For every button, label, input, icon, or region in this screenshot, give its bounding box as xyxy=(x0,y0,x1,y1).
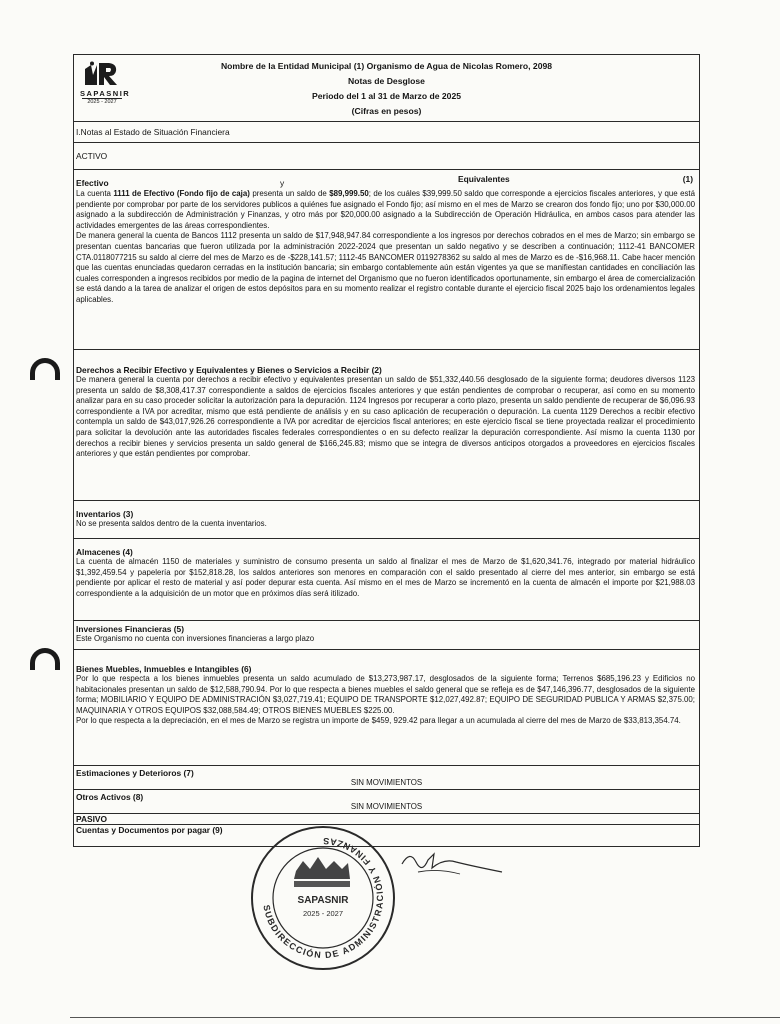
derechos-paragraph: De manera general la cuenta por derechos a recibir efectivo y equivalentes presentan un saldo de $51,332,440.56 desglosado de la siguiente forma; deudores diversos 1123 presenta un saldo de $8,308,417.37 correspondiente a saldos de ejercicios fiscales anteriores y que están pendientes de comprobar o recuperar, así como en su momento analizar para en su caso proceder solicitar la autorización para la depuración. 1124 Ingresos por recuperar a corto plazo, presenta un saldo pendiente de recuperar de $6,096.93 correspondiente a IVA por acreditar, mismo que está pendiente de análisis y en su caso aplicación de recuperación o depuración. La cuenta 1129 Derechos a recibir efectivo contempla un saldo de $43,017,926.26 correspondiente a IVA por acreditar de ejercicios fiscal anteriores; en este ejercicio fiscal se tiene proyectada realizar el procedimiento para solicitar la devolución ante las autoridades fiscales federales correspondientes o en su defecto realizar la depuración correspondiente. Así mismo la cuenta 1130 por derechos a recibir bienes y servicios presenta un saldo general de $166,245.83; mismo que se integra de diversos anticipos otorgados a proveedores en ejercicios fiscales anteriores y que están pendientes por comprobar. xyxy=(76,375,695,459)
logo-name: SAPASNIR xyxy=(80,89,131,98)
punch-hole-upper xyxy=(30,358,60,380)
seal-ring-text: SUBDIRECCIÓN DE ADMINISTRACIÓN Y FINANZAS xyxy=(261,835,386,961)
document-frame xyxy=(73,54,700,847)
section-otros-activos xyxy=(74,790,699,814)
seal-name: SAPASNIR xyxy=(297,895,349,906)
logo-years: 2025 - 2027 xyxy=(87,99,117,105)
section-activo xyxy=(74,143,699,170)
efectivo-p1-text-b: 1111 de Efectivo (Fondo fijo de caja) xyxy=(113,189,250,198)
handwritten-signature xyxy=(398,842,508,882)
seal-years: 2025 - 2027 xyxy=(302,909,344,918)
section-derechos xyxy=(74,350,699,501)
page-bottom-rule xyxy=(70,1017,780,1018)
section-almacenes xyxy=(74,539,699,621)
section-notas xyxy=(74,121,699,143)
efectivo-note-number: (1) xyxy=(682,174,693,184)
section-bienes xyxy=(74,650,699,766)
estimaciones-status: SIN MOVIMIENTOS xyxy=(350,778,423,787)
efectivo-title: Efectivo xyxy=(76,178,109,188)
punch-hole-lower xyxy=(30,648,60,670)
efectivo-paragraph-2: De manera general la cuenta de Bancos 1112 presenta un saldo de $17,948,947.84 correspondiente a los ingresos por derechos cobrados en el mes de Marzo; sin embargo se presentan cuentas bancarias que fueron utilizada por la administración 2022-2024 que presentan un saldo negativo y se describen a continuación; 1112-41 BANCOMER CTA.0118077215 su saldo al cierre del mes de Marzo es de -$228,141.57; 1112-45 BANCOMER 0119278362 su saldo al mes de Marzo es de -$16,968.11. Cabe hacer mención que las cuentas enunciadas quedaron cerradas en la institución bancaria; sin embargo contablemente aún están vigentes ya que se manifiestan cantidades en conciliación las cuales corresponden a ingresos recibidos por medio de la pagina de internet del Organismo que no fueron identificados oportunamente, sin embargo el área de comercialización se está dando a la tarea de analizar el origen de estos depósitos para en su momento realizar el registro contable durante el ejercicio fiscal 2025 bajo los ordenamientos legales aplicables. xyxy=(76,231,695,304)
inventarios-title: Inventarios (3) xyxy=(76,509,134,519)
bienes-title: Bienes Muebles, Inmuebles e Intangibles (6) xyxy=(76,664,252,674)
efectivo-p1-text-e: ; de los cuáles $39,999.50 saldo que corresponde a ejercicios fiscales anteriores, y que está pendiente por comprobar por parte de los servidores publicos a quiénes fue asignado el Fondo fijo; así mismo en el mes de Marzo se crearon dos fondo fijo; uno por $30,000.00 asignado a la subdirección de Administración y Finanzas, y otro más por $20,000.00 asignado a la Subdirección de Operación Hidráulica, en ambos casos para atender las actividades emergentes de las áreas correspondientes. xyxy=(76,189,696,230)
equivalentes-title: Equivalentes xyxy=(458,174,510,184)
document-header xyxy=(74,55,699,122)
bienes-paragraph-1: Por lo que respecta a los bienes inmuebles presenta un saldo acumulado de $13,273,987.17, desglosados de la siguiente forma; Terrenos $685,196.23 y Edificios no habitacionales presentan un saldo de $12,588,790.94. Por lo que respecta a bienes muebles el saldo general que se refleja es de $47,146,396.77, desglosados de la siguiente forma; MOBILIARIO Y EQUIPO DE ADMINISTRACIÓN $3,027,719.41; EQUIPO DE TRANSPORTE $12,027,492.87; EQUIPO DE SEGURIDAD PUBLICA Y ARMAS $2,375.00; MAQUINARIA Y OTROS EQUIPOS $32,088,584.49; OTROS BIENES MUEBLES $225.00. xyxy=(76,674,695,715)
section-notas-title: I.Notas al Estado de Situación Financiera xyxy=(76,127,230,137)
pasivo-title: PASIVO xyxy=(76,814,108,824)
efectivo-paragraph-1 xyxy=(74,189,699,231)
efectivo-p1-text-a: La cuenta xyxy=(76,189,114,198)
efectivo-p1-text-c: presenta un saldo de xyxy=(249,189,330,198)
section-inversiones xyxy=(74,621,699,650)
section-efectivo xyxy=(74,170,699,350)
efectivo-title-row xyxy=(74,170,699,189)
document-title: Notas de Desglose xyxy=(348,76,425,86)
cuentas-title: Cuentas y Documentos por pagar (9) xyxy=(76,825,223,835)
section-estimaciones xyxy=(74,766,699,790)
inversiones-title: Inversiones Financieras (5) xyxy=(76,624,184,634)
efectivo-title-y: y xyxy=(280,178,285,188)
inventarios-text: No se presenta saldos dentro de la cuenta inventarios. xyxy=(76,519,267,528)
almacenes-text: La cuenta de almacén 1150 de materiales y suministro de consumo presenta un saldo al finalizar el mes de Marzo de $1,620,341.76, integrado por material hidráulico $1,392,459.54 y papelería por $152,818.28, los saldos anteriores son menores en comparación con el saldo presentado al cierre del mes anterior, sin embargo se está pendiente por aplicar el resto de material y así poder depurar esta cuenta. Así mismo en el mes de Marzo se incrementó en la cuenta de almacén el importe por $21,988.03 correspondiente a la adquisición de un motor que en próximos días será itilizado. xyxy=(76,557,695,598)
entity-name: Nombre de la Entidad Municipal (1) Organismo de Agua de Nicolas Romero, 2098 xyxy=(220,61,553,71)
bienes-paragraph-2: Por lo que respecta a la depreciación, en el mes de Marzo se registra un importe de $459, 929.42 para llegar a un acumulada al cierre del mes de Marzo de $33,813,354.74. xyxy=(76,716,681,726)
inversiones-text: Este Organismo no cuenta con inversiones financieras a largo plazo xyxy=(76,634,315,643)
derechos-title: Derechos a Recibir Efectivo y Equivalentes y Bienes o Servicios a Recibir (2) xyxy=(76,365,382,375)
section-inventarios xyxy=(74,501,699,539)
official-seal xyxy=(248,823,398,973)
otros-activos-status: SIN MOVIMIENTOS xyxy=(350,802,423,811)
section-activo-title: ACTIVO xyxy=(76,151,108,161)
otros-activos-title: Otros Activos (8) xyxy=(76,792,144,802)
estimaciones-title: Estimaciones y Deterioros (7) xyxy=(76,768,194,778)
efectivo-p1-text-d: $89,999.50 xyxy=(329,189,369,198)
currency-note: (Cifras en pesos) xyxy=(351,106,422,116)
period: Periodo del 1 al 31 de Marzo de 2025 xyxy=(311,91,462,101)
almacenes-title: Almacenes (4) xyxy=(76,547,133,557)
